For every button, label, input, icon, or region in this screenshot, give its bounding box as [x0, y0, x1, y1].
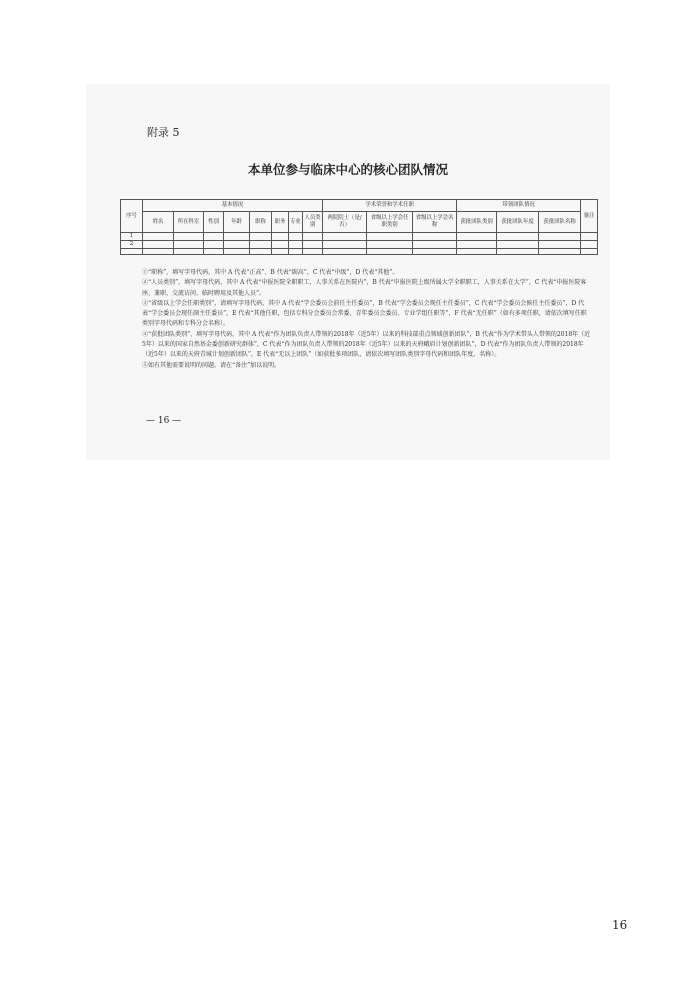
note-item: ②“人员类别”，填写字母代码，其中 A 代表“申报医院全职职工，人事关系在医院内”，B 代表“申报医院上级所属大学全职职工，人事关系在大学”，C 代表“申报医院客座、兼职、交流访问、临时聘用及其他人员”。 [142, 279, 587, 297]
header-col-major: 专业 [289, 212, 303, 233]
table-row [121, 249, 598, 255]
header-col-gender: 性别 [204, 212, 224, 233]
header-col-age: 年龄 [224, 212, 250, 233]
header-col-personnel-type: 人员类别 [303, 212, 323, 233]
header-col-title: 职称 [250, 212, 272, 233]
header-col-position: 职务 [272, 212, 289, 233]
header-group-team: 带领团队情况 [457, 200, 581, 212]
table-row [121, 233, 598, 241]
header-col-team-name: 获批团队名称 [539, 212, 581, 233]
header-group-basic: 基本情况 [143, 200, 323, 212]
header-seq: 序号 [121, 200, 143, 233]
row-seq: 1 [121, 233, 143, 241]
header-col-academician: 两院院士（是/否） [323, 212, 367, 233]
appendix-label: 附录 5 [147, 126, 180, 139]
inner-page-footer: — 16 — [146, 416, 182, 426]
core-team-table [120, 199, 598, 255]
header-col-name: 姓名 [143, 212, 174, 233]
table-notes [142, 268, 592, 371]
note-item: ④“获批团队类别”，填写字母代码，其中 A 代表“作为团队负责人带领的2018年（近5年）以来的科技部重点领域创新团队”，B 代表“作为学术带头人带领的2018年（近5年）以来的国家自然基金委创新研究群体”，C 代表“作为团队负责人带领的2018年（近5年）以来的天府峨眉计划创新团队”，D 代表“作为团队负责人带领的2018年（近5年）以来的天府青城计划创新团队”，E 代表“无以上团队”（如获批多项团队，请依次填写团队类别字母代码和团队年度、名称）。 [142, 330, 591, 359]
header-col-society-role: 省级以上学会任职类别 [367, 212, 413, 233]
table-row [121, 241, 598, 249]
note-item: ①“职称”，填写字母代码，其中 A 代表“正高”，B 代表“副高”，C 代表“中级”，D 代表“其他”。 [142, 269, 399, 276]
header-remarks: 备注 [581, 200, 598, 233]
row-seq: 2 [121, 241, 143, 249]
header-col-department: 所在科室 [174, 212, 204, 233]
page-number: 16 [612, 918, 628, 932]
header-col-team-year: 获批团队年度 [497, 212, 539, 233]
header-group-academic: 学术荣誉和学术任职 [323, 200, 457, 212]
document-title: 本单位参与临床中心的核心团队情况 [247, 162, 448, 177]
note-item: ⑤如有其他需要说明的问题，请在“备注”加以说明。 [142, 361, 281, 369]
header-col-team-type: 获批团队类别 [457, 212, 497, 233]
note-item: ③“省级以上学会任职类别”，请填写字母代码，其中 A 代表“学会委员会前任主任委员”，B 代表“学会委员会现任主任委员”，C 代表“学会委员会候任主任委员”，D 代表“学会委员会现任副主任委员”，E 代表“其他任职，包括专科分会委员会常委、青年委员会委员、专业学组任职等”，F 代表“无任职”（如有多项任职，请依次填写任职类别字母代码和专科分会名称）。 [142, 299, 587, 328]
header-col-society-name: 省级以上学会名称 [413, 212, 457, 233]
